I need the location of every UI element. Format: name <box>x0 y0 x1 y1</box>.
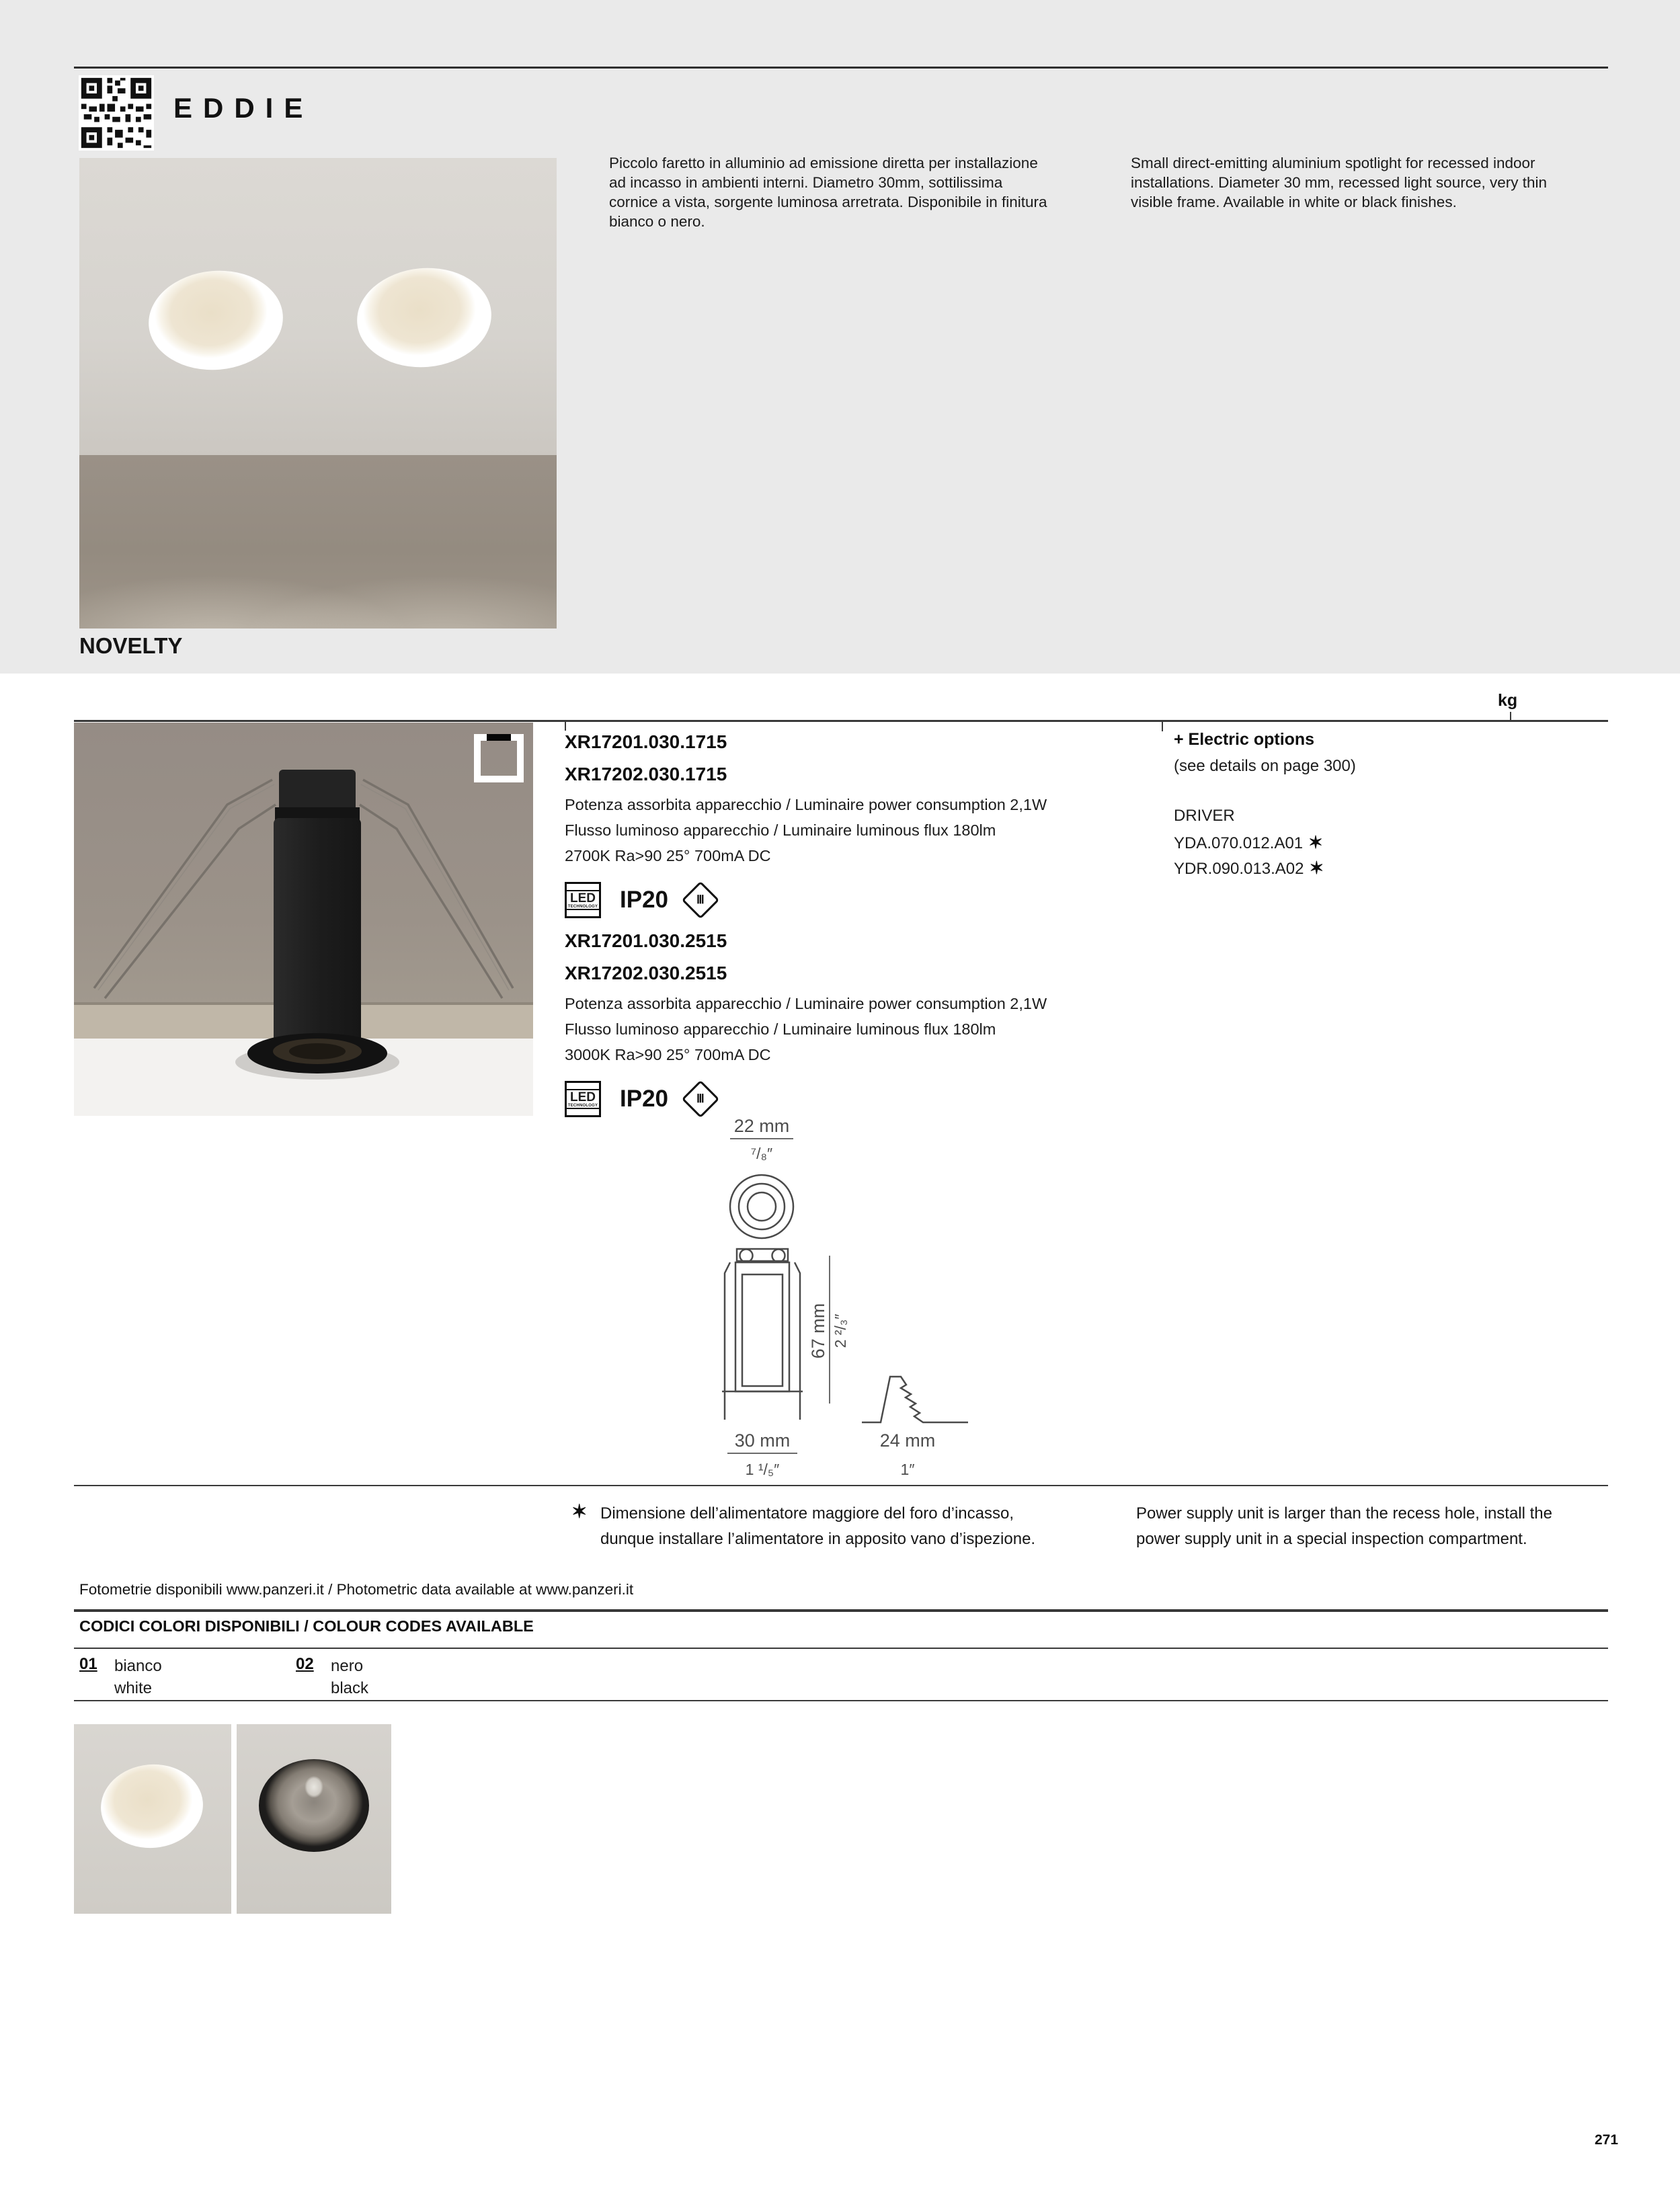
class-3-appliance-icon: Ⅲ <box>682 881 720 920</box>
product-code: XR17201.030.1715 <box>565 731 727 752</box>
driver-code: YDA.070.012.A01 ✶ <box>1174 832 1323 852</box>
product-code: XR17202.030.2515 <box>565 963 727 983</box>
dim-hole-mm: 24 mm <box>879 1430 936 1451</box>
product-spec: Flusso luminoso apparecchio / Luminaire luminous flux 180lm <box>565 821 996 839</box>
column-tick <box>565 722 566 731</box>
colour-label: bianco white <box>114 1657 162 1697</box>
colour-codes-heading: CODICI COLORI DISPONIBILI / COLOUR CODES AVAILABLE <box>79 1617 534 1635</box>
note-rule <box>74 1485 1608 1486</box>
black-spotlight <box>259 1759 369 1852</box>
colour-code: 02 <box>296 1655 314 1673</box>
footer-rule <box>74 1648 1608 1649</box>
product-code: XR17202.030.1715 <box>565 764 727 784</box>
table-rule <box>74 720 1608 722</box>
dim-width-in: 1 ¹/₅″ <box>745 1461 780 1478</box>
note-english: Power supply unit is larger than the recess hole, install the power supply unit in a special inspection compartment. <box>1136 1504 1552 1548</box>
product-spec: Flusso luminoso apparecchio / Luminaire luminous flux 180lm <box>565 1020 996 1038</box>
column-tick <box>1162 722 1163 731</box>
column-tick <box>1510 712 1511 720</box>
page-title: EDDIE <box>173 92 314 124</box>
class-3-appliance-icon: Ⅲ <box>682 1080 720 1119</box>
description-italian: Piccolo faretto in alluminio ad emissione diretta per installazione ad incasso in ambienti interni. Diametro 30mm, sottilissima cornice a vista, sorgente luminosa arretrata. Disponibile in finitura bianco o nero. <box>609 155 1047 230</box>
product-spec: 2700K Ra>90 25° 700mA DC <box>565 847 771 864</box>
photometry-line: Fotometrie disponibili www.panzeri.it / Photometric data available at www.panzeri.it <box>79 1581 634 1598</box>
recessed-mounting-icon <box>474 734 524 782</box>
asterisk-star-icon: ✶ <box>1309 858 1324 878</box>
dim-diameter-in: ⁷/₈″ <box>750 1145 773 1162</box>
dim-hole-in: 1″ <box>900 1461 915 1478</box>
driver-label: DRIVER <box>1174 807 1235 825</box>
technical-drawing <box>686 1109 995 1486</box>
dim-width-mm: 30 mm <box>734 1430 791 1451</box>
qr-code <box>79 75 154 151</box>
ip-rating: IP20 <box>620 1086 668 1112</box>
electric-options-title: + Electric options <box>1174 730 1315 749</box>
dim-height-in: 2 ²/₃″ <box>832 1313 849 1348</box>
footer-rule <box>74 1700 1608 1701</box>
colour-code: 01 <box>79 1655 97 1673</box>
certification-badges <box>565 882 714 918</box>
ip-rating: IP20 <box>620 887 668 913</box>
driver-code: YDR.090.013.A02 ✶ <box>1174 858 1324 878</box>
detail-product-photo <box>74 723 533 1116</box>
novelty-label: NOVELTY <box>79 633 183 658</box>
footer-rule <box>74 1609 1608 1612</box>
finish-photo-white <box>74 1724 231 1914</box>
dim-diameter-mm: 22 mm <box>733 1116 790 1136</box>
product-spec: 3000K Ra>90 25° 700mA DC <box>565 1046 771 1063</box>
recessed-mounting-icon-bar <box>487 734 511 741</box>
asterisk-star-icon: ✶ <box>1308 832 1323 852</box>
product-spec: Potenza assorbita apparecchio / Luminaire power consumption 2,1W <box>565 796 1047 813</box>
note-italian: Dimensione dell’alimentatore maggiore del foro d’incasso, dunque installare l’alimentatore in apposito vano d’ispezione. <box>600 1504 1036 1548</box>
product-spec: Potenza assorbita apparecchio / Luminaire power consumption 2,1W <box>565 995 1047 1012</box>
photo-wall <box>79 455 557 628</box>
product-code: XR17201.030.2515 <box>565 930 727 951</box>
finish-photo-black <box>237 1724 391 1914</box>
description-english: Small direct-emitting aluminium spotlight for recessed indoor installations. Diameter 30 mm, recessed light source, very thin visible frame. Available in white or black finishes. <box>1131 155 1548 210</box>
hero-product-photo <box>79 158 557 628</box>
header-rule <box>74 67 1608 69</box>
page-number: 271 <box>1595 2132 1619 2148</box>
dim-height-mm: 67 mm <box>808 1303 828 1359</box>
white-spotlight <box>97 1760 206 1853</box>
led-technology-icon: LED TECHNOLOGY <box>565 882 601 918</box>
kg-column-header: kg <box>1498 691 1518 710</box>
asterisk-star-icon: ✶ <box>571 1501 588 1522</box>
led-technology-icon: LED TECHNOLOGY <box>565 1081 601 1117</box>
colour-label: nero black <box>331 1657 369 1697</box>
electric-options-subtitle: (see details on page 300) <box>1174 757 1356 775</box>
